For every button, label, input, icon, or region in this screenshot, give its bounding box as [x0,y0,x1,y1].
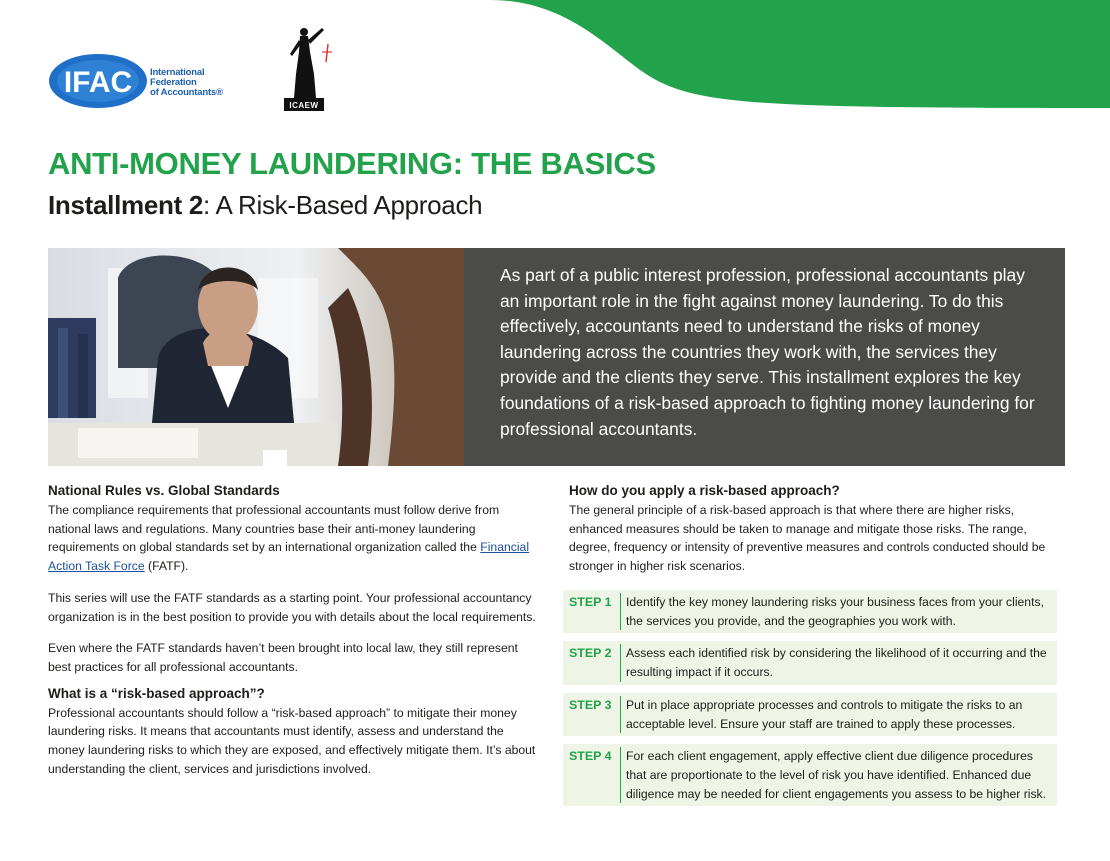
right-column [569,483,1049,576]
left-column [48,483,543,778]
icaew-logo-text: ICAEW [284,100,324,111]
page-subtitle [48,190,482,221]
header-green-swoosh [0,0,1110,120]
paragraph-rba-definition: Professional accountants should follow a “risk-based approach” to mitigate their money laundering risks. It means that accountants must identify, assess and understand the money laundering risks to which they are exposed, and effectively mitigate them. It’s about understanding the client, services and jurisdictions involved. [48,705,536,776]
intro-callout [464,248,1065,466]
step-label: STEP 1 [569,595,612,609]
step-2 [563,641,1057,684]
paragraph-general-principle: The general principle of a risk-based approach is that where there are higher risks, enhanced measures should be taken to manage and mitigate those risks. The range, degree, frequency or intensity of preventive measures and controls conducted should be stronger in higher risk scenarios. [569,503,1046,574]
step-4 [563,744,1057,806]
subtitle-installment: Installment 2 [48,190,204,220]
paragraph-compliance-requirements: The compliance requirements that professional accountants must follow derive from national laws and regulations. Many countries base their anti-money laundering requirements on global standards set by an international organization called the Financial Action Task Force (FATF). [48,503,530,574]
step-3 [563,693,1057,736]
step-text: Assess each identified risk by considering the likelihood of it occurring and the resulting impact if it occurs. [620,644,1057,681]
step-label: STEP 4 [569,749,612,764]
ifac-organization-name: International Federation of Accountants® [150,67,223,98]
step-label: STEP 3 [569,697,612,712]
step-text: Put in place appropriate processes and controls to mitigate the risks to an acceptable level. Ensure your staff are trained to apply these processes. [620,696,1057,733]
step-text: Identify the key money laundering risks your business faces from your clients, the services you provide, and the geographies you work with. [620,593,1057,630]
paragraph-best-practices: Even where the FATF standards haven’t been brought into local law, they still represent best practices for all professional accountants. [48,641,518,674]
fatf-link[interactable]: Financial Action Task Force [48,540,530,574]
heading-how-to-apply: How do you apply a risk-based approach? [569,483,840,498]
heading-national-rules: National Rules vs. Global Standards [48,483,280,498]
heading-what-is-rba: What is a “risk-based approach”? [48,685,265,701]
step-label: STEP 2 [569,646,612,661]
step-text: For each client engagement, apply effective client due diligence procedures that are proportionate to the level of risk you have identified. Enhanced due diligence may be needed for client engagements you assess to be higher risk. [620,747,1057,803]
intro-text: As part of a public interest profession, professional accountants play an important role in the fight against money laundering. To do this effectively, accountants need to understand the risks of money laundering across the countries they work with, the services they provide and the clients they serve. This installment explores the key foundations of a risk-based approach to fighting money laundering for professional accountants. [500,265,1035,439]
ifac-logo [48,52,148,110]
hero-photo-businessman [48,248,464,466]
page-title: ANTI-MONEY LAUNDERING: THE BASICS [48,146,656,181]
ifac-logo-text: IFAC [63,66,133,99]
subtitle-topic: : A Risk-Based Approach [203,190,483,220]
paragraph-series-note: This series will use the FATF standards as a starting point. Your professional accountancy organization is in the best position to provide you with details about the local requirements. [48,590,536,624]
steps-list [563,590,1057,814]
step-1 [563,590,1057,633]
